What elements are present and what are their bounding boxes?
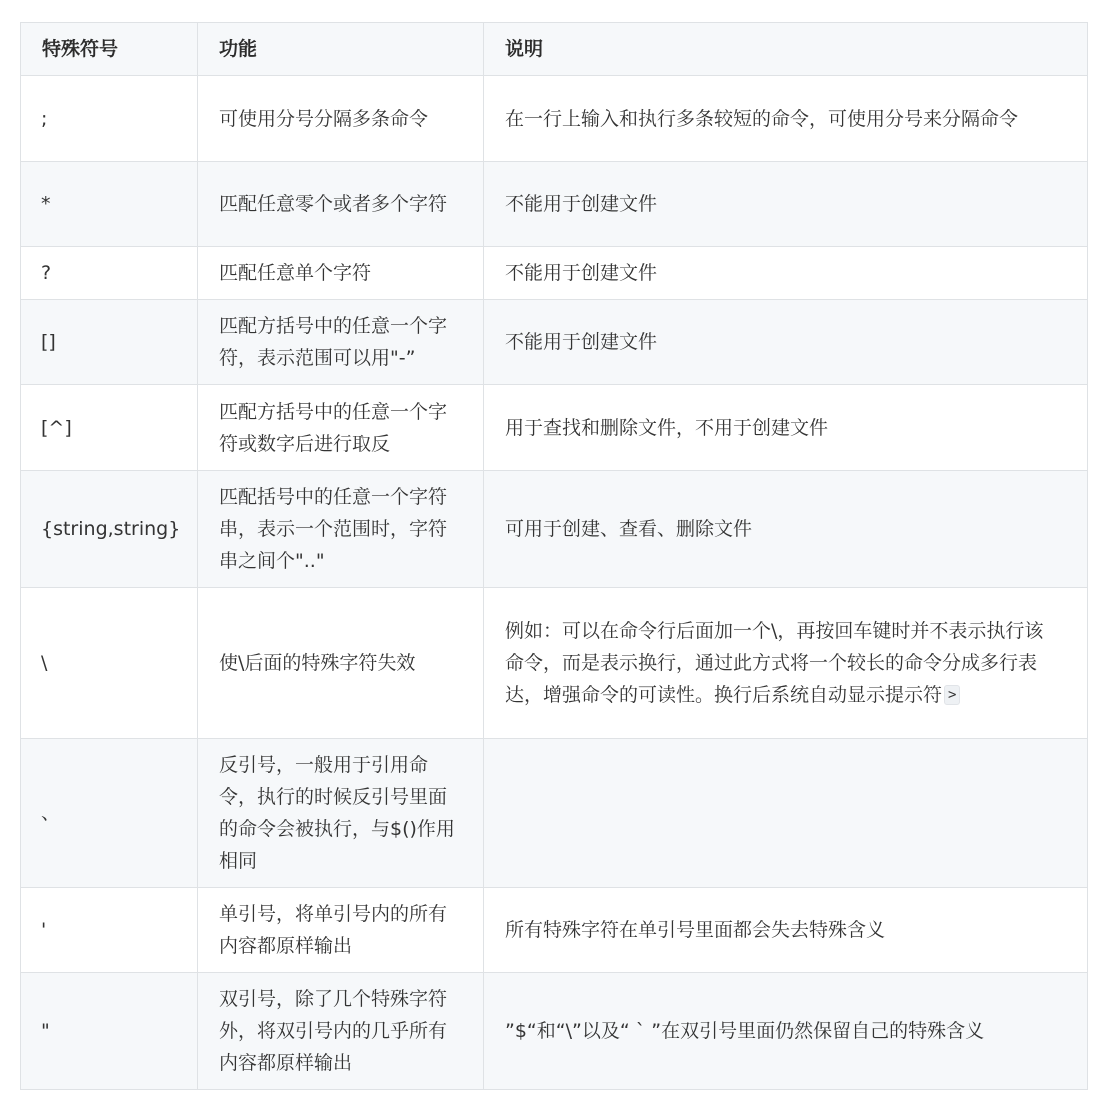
cell-function: 匹配任意零个或者多个字符: [198, 162, 484, 247]
cell-function: 可使用分号分隔多条命令: [198, 76, 484, 162]
cell-function: 匹配方括号中的任意一个字符或数字后进行取反: [198, 385, 484, 471]
table-row: [21, 739, 1088, 888]
cell-description: ”$“和“\”以及“ ` ”在双引号里面仍然保留自己的特殊含义: [484, 973, 1088, 1090]
table-row: [21, 247, 1088, 300]
cell-function: 单引号，将单引号内的所有内容都原样输出: [198, 888, 484, 973]
cell-function: 匹配任意单个字符: [198, 247, 484, 300]
cell-symbol: ?: [21, 247, 198, 300]
special-symbols-table: [20, 22, 1088, 1090]
header-function: 功能: [198, 23, 484, 76]
cell-description: 不能用于创建文件: [484, 300, 1088, 385]
table-row: [21, 588, 1088, 739]
header-description: 说明: [484, 23, 1088, 76]
cell-description: 不能用于创建文件: [484, 247, 1088, 300]
table-row: [21, 162, 1088, 247]
table-row: [21, 888, 1088, 973]
table-header-row: [21, 23, 1088, 76]
cell-function: 使\后面的特殊字符失效: [198, 588, 484, 739]
cell-description: 不能用于创建文件: [484, 162, 1088, 247]
cell-description: [484, 588, 1088, 739]
table-row: [21, 973, 1088, 1090]
special-symbols-table-container: [20, 22, 1087, 1090]
cell-description: 可用于创建、查看、删除文件: [484, 471, 1088, 588]
cell-symbol: ': [21, 888, 198, 973]
cell-symbol: ": [21, 973, 198, 1090]
table-row: [21, 300, 1088, 385]
cell-description: 所有特殊字符在单引号里面都会失去特殊含义: [484, 888, 1088, 973]
table-row: [21, 76, 1088, 162]
cell-symbol: [^]: [21, 385, 198, 471]
table-row: [21, 471, 1088, 588]
description-text: 例如：可以在命令行后面加一个\，再按回车键时并不表示执行该命令，而是表示换行，通过此方式将一个较长的命令分成多行表达，增强命令的可读性。换行后系统自动显示提示符: [505, 620, 1044, 706]
header-symbol: 特殊符号: [21, 23, 198, 76]
table-row: [21, 385, 1088, 471]
cell-description: 在一行上输入和执行多条较短的命令，可使用分号来分隔命令: [484, 76, 1088, 162]
cell-symbol: {string,string}: [21, 471, 198, 588]
cell-symbol: *: [21, 162, 198, 247]
cell-description: [484, 739, 1088, 888]
cell-function: 匹配方括号中的任意一个字符，表示范围可以用"-”: [198, 300, 484, 385]
cell-function: 匹配括号中的任意一个字符串，表示一个范围时，字符串之间个"..": [198, 471, 484, 588]
cell-symbol: ;: [21, 76, 198, 162]
cell-symbol: 、: [21, 739, 198, 888]
cell-function: 反引号，一般用于引用命令，执行的时候反引号里面的命令会被执行，与$()作用相同: [198, 739, 484, 888]
prompt-symbol-code: >: [944, 685, 960, 705]
cell-symbol: []: [21, 300, 198, 385]
cell-function: 双引号，除了几个特殊字符外，将双引号内的几乎所有内容都原样输出: [198, 973, 484, 1090]
cell-description: 用于查找和删除文件，不用于创建文件: [484, 385, 1088, 471]
cell-symbol: \: [21, 588, 198, 739]
